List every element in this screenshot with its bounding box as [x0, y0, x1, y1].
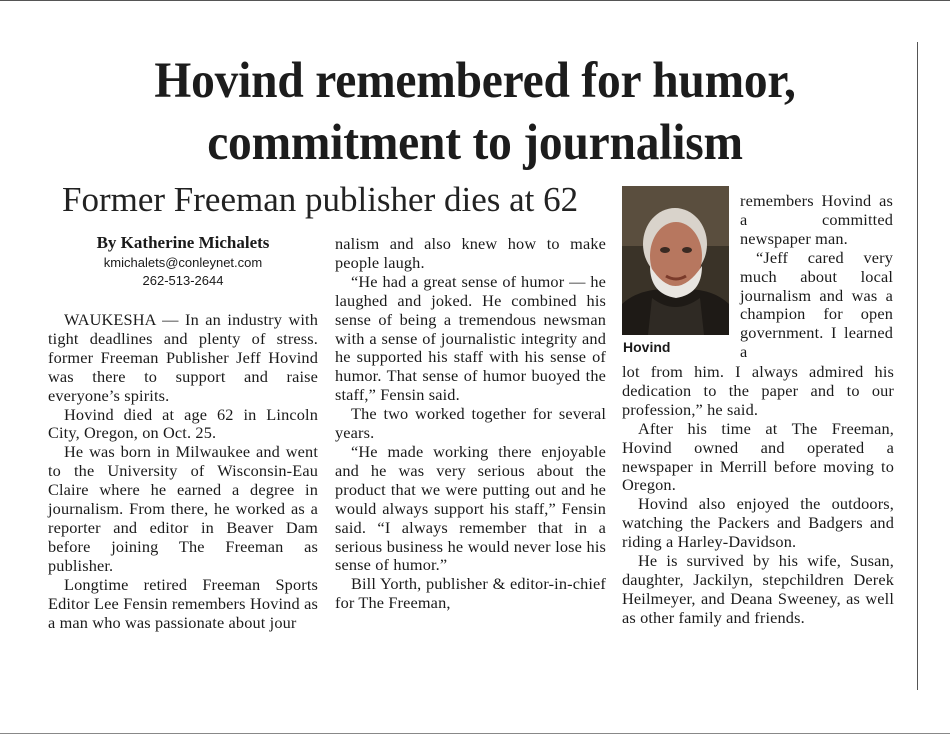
paragraph: Hovind also enjoyed the outdoors, watching the Packers and Badgers and riding a Harley-Davidson. — [622, 494, 894, 552]
headline-line-1: Hovind remembered for humor, — [154, 53, 796, 109]
bottom-border-rule — [0, 733, 950, 734]
paragraph: “He had a great sense of humor — he laughed and joked. He combined his sense of being a tremendous newsman with a sense of journalistic integrity and he supported his staff with his sense of humor. That sense of humor buoyed the staff,” Fensin said. — [335, 271, 606, 405]
byline — [48, 232, 318, 290]
paragraph: Hovind died at age 62 in Lincoln City, Oregon, on Oct. 25. — [48, 404, 318, 443]
headshot-photo — [622, 186, 729, 335]
headline-line-2: commitment to journalism — [207, 115, 743, 171]
author-email: kmichalets@conleynet.com — [103, 255, 263, 270]
column-divider-rule — [917, 42, 918, 690]
author-phone: 262-513-2644 — [142, 273, 224, 288]
paragraph: remembers Hovind as a committed newspaper man. — [740, 191, 893, 248]
paragraph: WAUKESHA — In an industry with tight deadlines and plenty of stress. former Freeman Publisher Jeff Hovind was there to support and raise everyone’s spirits. — [48, 310, 318, 405]
subheadline: Former Freeman publisher dies at 62 — [62, 180, 579, 219]
article-column-2 — [335, 235, 606, 613]
paragraph: “Jeff cared very much about local journalism and was a champion for open government. I learned a — [740, 247, 893, 362]
photo-caption: Hovind — [623, 339, 671, 355]
paragraph: lot from him. I always admired his dedication to the paper and to our profession,” he said. — [622, 362, 894, 419]
paragraph: After his time at The Freeman, Hovind owned and operated a newspaper in Merrill before moving to Oregon. — [622, 418, 894, 495]
paragraph: He was born in Milwaukee and went to the University of Wisconsin-Eau Claire where he earned a degree in journalism. From there, he worked as a reporter and editor in Beaver Dam before joining The Freeman as publisher. — [48, 442, 318, 575]
paragraph: Bill Yorth, publisher & editor-in-chief for The Freeman, — [335, 574, 606, 613]
paragraph: “He made working there enjoyable and he was very serious about the product that we were putting out and he would always support his staff,” Fensin said. “I always remember that in a serious business he would never lose his sense of humor.” — [335, 441, 606, 575]
author-name: By Katherine Michalets — [96, 233, 270, 252]
article-column-3-bottom — [622, 363, 894, 628]
paragraph: He is survived by his wife, Susan, daughter, Jackilyn, stepchildren Derek Heilmeyer, and Deana Sweeney, as well as other family and friends. — [622, 551, 894, 627]
article-column-1 — [48, 311, 318, 632]
paragraph: nalism and also knew how to make people laugh. — [335, 234, 606, 272]
paragraph: The two worked together for several years. — [335, 404, 606, 443]
headline — [52, 50, 898, 174]
top-border-rule — [0, 0, 950, 1]
article-column-3-top — [740, 192, 893, 362]
paragraph: Longtime retired Freeman Sports Editor Lee Fensin remembers Hovind as a man who was passionate about jour — [48, 574, 318, 632]
